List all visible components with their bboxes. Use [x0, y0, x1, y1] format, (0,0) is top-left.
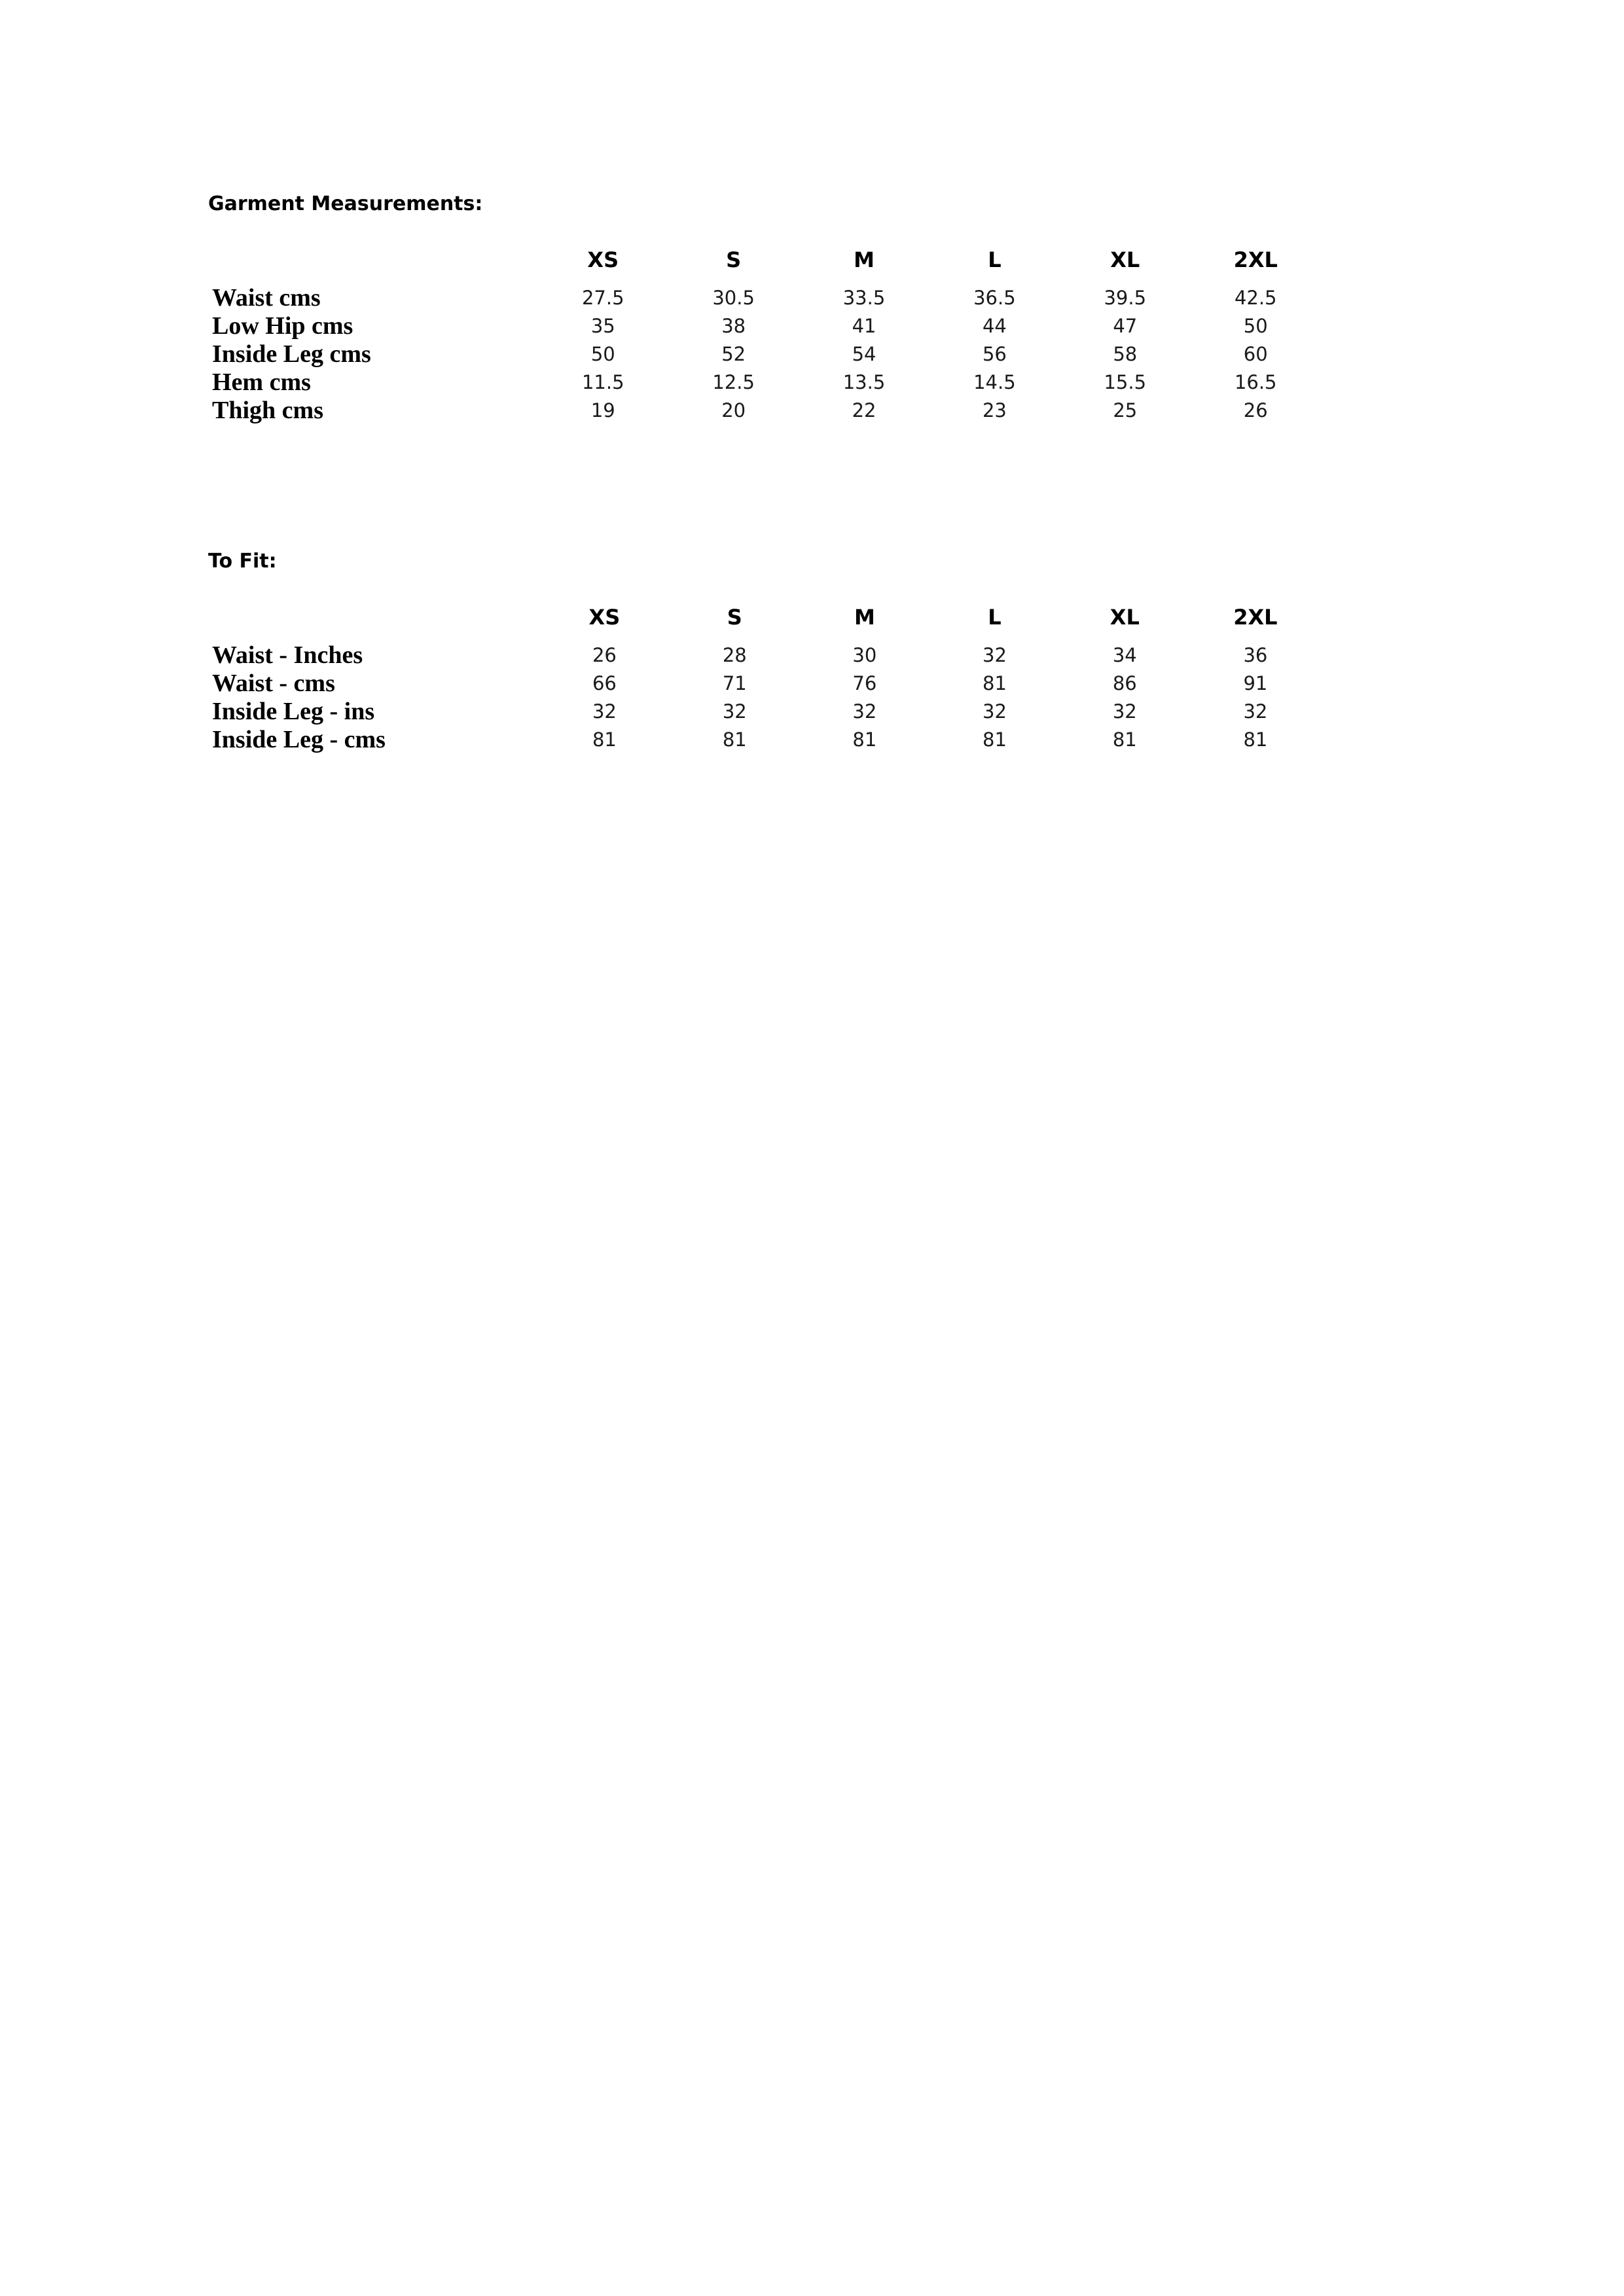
to-fit-table	[208, 605, 1321, 754]
table-row	[208, 368, 1321, 397]
table-cell: 27.5	[581, 287, 624, 309]
header-spacer	[208, 605, 539, 641]
size-header-2xl: 2XL	[1233, 605, 1278, 630]
table-cell: 20	[721, 399, 746, 422]
table-cell: 66	[592, 672, 617, 694]
table-cell: 42.5	[1234, 287, 1277, 309]
table-cell: 71	[722, 672, 747, 694]
table-cell: 58	[1113, 343, 1138, 365]
table-cell: 15.5	[1104, 371, 1147, 393]
table-cell: 91	[1243, 672, 1268, 694]
table-cell: 81	[592, 728, 617, 751]
table-cell: 36.5	[973, 287, 1016, 309]
table-cell: 32	[1243, 700, 1268, 723]
table-cell: 47	[1113, 315, 1138, 337]
size-header-xs: XS	[587, 247, 619, 272]
row-label: Waist - Inches	[212, 641, 363, 669]
table-cell: 32	[983, 644, 1007, 666]
table-row	[208, 284, 1321, 312]
row-label: Waist cms	[212, 284, 321, 312]
table-cell: 50	[1243, 315, 1268, 337]
table-cell: 39.5	[1104, 287, 1147, 309]
table-cell: 32	[592, 700, 617, 723]
table-cell: 30.5	[712, 287, 755, 309]
table-cell: 52	[721, 343, 746, 365]
size-header-l: L	[988, 605, 1001, 630]
table-cell: 35	[590, 315, 615, 337]
table-row	[208, 670, 1321, 698]
table-cell: 14.5	[973, 371, 1016, 393]
table-cell: 22	[852, 399, 876, 422]
table-cell: 26	[592, 644, 617, 666]
table-cell: 44	[982, 315, 1007, 337]
row-label: Hem cms	[212, 368, 311, 396]
table-cell: 23	[982, 399, 1007, 422]
table-cell: 13.5	[842, 371, 886, 393]
garment-measurements-table	[208, 247, 1321, 425]
table-cell: 34	[1112, 644, 1137, 666]
table-cell: 60	[1243, 343, 1268, 365]
size-header-row	[208, 605, 1321, 641]
size-header-xs: XS	[588, 605, 621, 630]
table-cell: 50	[590, 343, 615, 365]
to-fit-section	[208, 548, 1321, 753]
row-label: Inside Leg cms	[212, 340, 371, 368]
table-cell: 81	[1243, 728, 1268, 751]
size-header-xl: XL	[1110, 605, 1140, 630]
table-cell: 32	[722, 700, 747, 723]
table-row	[208, 641, 1321, 670]
table-cell: 56	[982, 343, 1007, 365]
row-label: Inside Leg - ins	[212, 698, 375, 725]
size-header-s: S	[727, 605, 742, 630]
table-cell: 86	[1112, 672, 1137, 694]
size-header-row	[208, 247, 1321, 284]
table-cell: 81	[983, 728, 1007, 751]
table-cell: 25	[1113, 399, 1138, 422]
table-cell: 19	[590, 399, 615, 422]
table-cell: 36	[1243, 644, 1268, 666]
size-header-s: S	[726, 247, 742, 272]
row-label: Low Hip cms	[212, 312, 353, 340]
table-cell: 32	[983, 700, 1007, 723]
table-cell: 81	[722, 728, 747, 751]
size-header-m: M	[854, 605, 875, 630]
table-cell: 11.5	[581, 371, 624, 393]
table-cell: 33.5	[842, 287, 886, 309]
table-cell: 81	[983, 672, 1007, 694]
table-cell: 26	[1243, 399, 1268, 422]
size-header-xl: XL	[1110, 247, 1140, 272]
table-cell: 32	[852, 700, 877, 723]
size-header-m: M	[854, 247, 875, 272]
table-cell: 81	[852, 728, 877, 751]
row-label: Inside Leg - cms	[212, 726, 386, 753]
table-cell: 12.5	[712, 371, 755, 393]
size-header-2xl: 2XL	[1233, 247, 1278, 272]
table-cell: 38	[721, 315, 746, 337]
row-label: Thigh cms	[212, 397, 323, 424]
table-row	[208, 726, 1321, 754]
table-cell: 16.5	[1234, 371, 1277, 393]
table-row	[208, 397, 1321, 425]
table-cell: 76	[852, 672, 877, 694]
table-cell: 54	[852, 343, 876, 365]
table-row	[208, 698, 1321, 726]
garment-measurements-section	[208, 191, 1321, 424]
table-row	[208, 312, 1321, 340]
header-spacer	[208, 247, 538, 284]
row-label: Waist - cms	[212, 670, 335, 697]
garment-measurements-title: Garment Measurements:	[208, 192, 483, 215]
table-cell: 41	[852, 315, 876, 337]
size-header-l: L	[988, 247, 1001, 272]
table-cell: 32	[1112, 700, 1137, 723]
table-cell: 30	[852, 644, 877, 666]
table-cell: 28	[722, 644, 747, 666]
to-fit-title: To Fit:	[208, 550, 277, 573]
table-row	[208, 340, 1321, 368]
table-cell: 81	[1112, 728, 1137, 751]
